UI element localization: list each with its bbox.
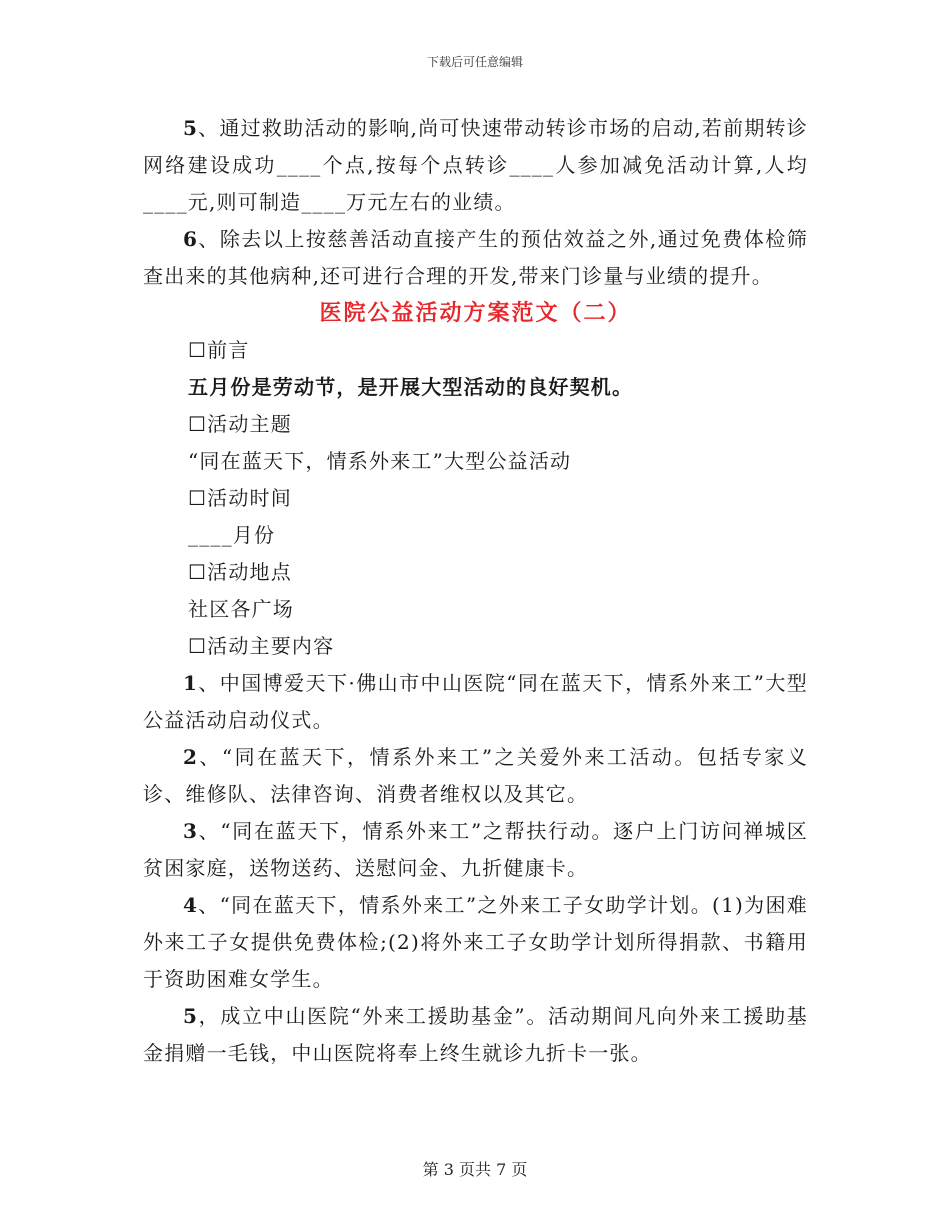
content-item-5: [143, 998, 808, 1072]
item-text: ，成立中山医院“外来工援助基金”。活动期间凡向外来工援助基金捐赠一毛钱，中山医院将奉上终生就诊九折卡一张。: [143, 1004, 808, 1065]
theme-text: “同在蓝天下，情系外来工”大型公益活动: [188, 449, 572, 473]
document-body: [143, 110, 808, 1072]
item-number: 3: [183, 819, 199, 843]
paragraph-6: [143, 221, 808, 295]
content-item-2: [143, 739, 808, 813]
item-number: 5: [183, 1004, 199, 1028]
item-number: 4: [183, 893, 199, 917]
item-text: 、中国博爱天下·佛山市中山医院“同在蓝天下，情系外来工”大型公益活动启动仪式。: [143, 671, 808, 732]
page-footer: 第 3 页共 7 页: [422, 1160, 528, 1179]
item-number: 1: [183, 671, 199, 695]
paragraph-number: 5: [183, 116, 199, 140]
theme-heading: ☐活动主题: [188, 412, 292, 436]
paragraph-5: [143, 110, 808, 221]
content-item-1: [143, 665, 808, 739]
content-heading: ☐活动主要内容: [188, 634, 335, 658]
item-text: 、“同在蓝天下，情系外来工”之关爱外来工活动。包括专家义诊、维修队、法律咨询、消费者维权以及其它。: [143, 745, 808, 806]
paragraph-text: 、通过救助活动的影响,尚可快速带动转诊市场的启动,若前期转诊网络建设成功____个点,按每个点转诊____人参加减免活动计算,人均____元,则可制造____万元左右的业绩。: [143, 116, 808, 214]
preface-text: 五月份是劳动节，是开展大型活动的良好契机。: [188, 375, 634, 399]
section-title: 医院公益活动方案范文（二）: [319, 300, 632, 326]
time-text: ____月份: [188, 523, 276, 547]
item-text: 、“同在蓝天下，情系外来工”之帮扶行动。逐户上门访问禅城区贫困家庭，送物送药、送慰问金、九折健康卡。: [143, 819, 808, 880]
time-heading: ☐活动时间: [188, 486, 292, 510]
page-header: 下载后可任意编辑: [426, 55, 523, 69]
item-number: 2: [183, 745, 199, 769]
paragraph-text: 、除去以上按慈善活动直接产生的预估效益之外,通过免费体检筛查出来的其他病种,还可进行合理的开发,带来门诊量与业绩的提升。: [143, 227, 808, 288]
preface-heading: ☐前言: [188, 338, 250, 362]
place-heading: ☐活动地点: [188, 560, 292, 584]
place-text: 社区各广场: [188, 597, 294, 621]
paragraph-number: 6: [183, 227, 199, 251]
content-item-3: [143, 813, 808, 887]
item-text: 、“同在蓝天下，情系外来工”之外来工子女助学计划。(1)为困难外来工子女提供免费体检;(2)将外来工子女助学计划所得捐款、书籍用于资助困难女学生。: [143, 893, 808, 991]
content-item-4: [143, 887, 808, 998]
